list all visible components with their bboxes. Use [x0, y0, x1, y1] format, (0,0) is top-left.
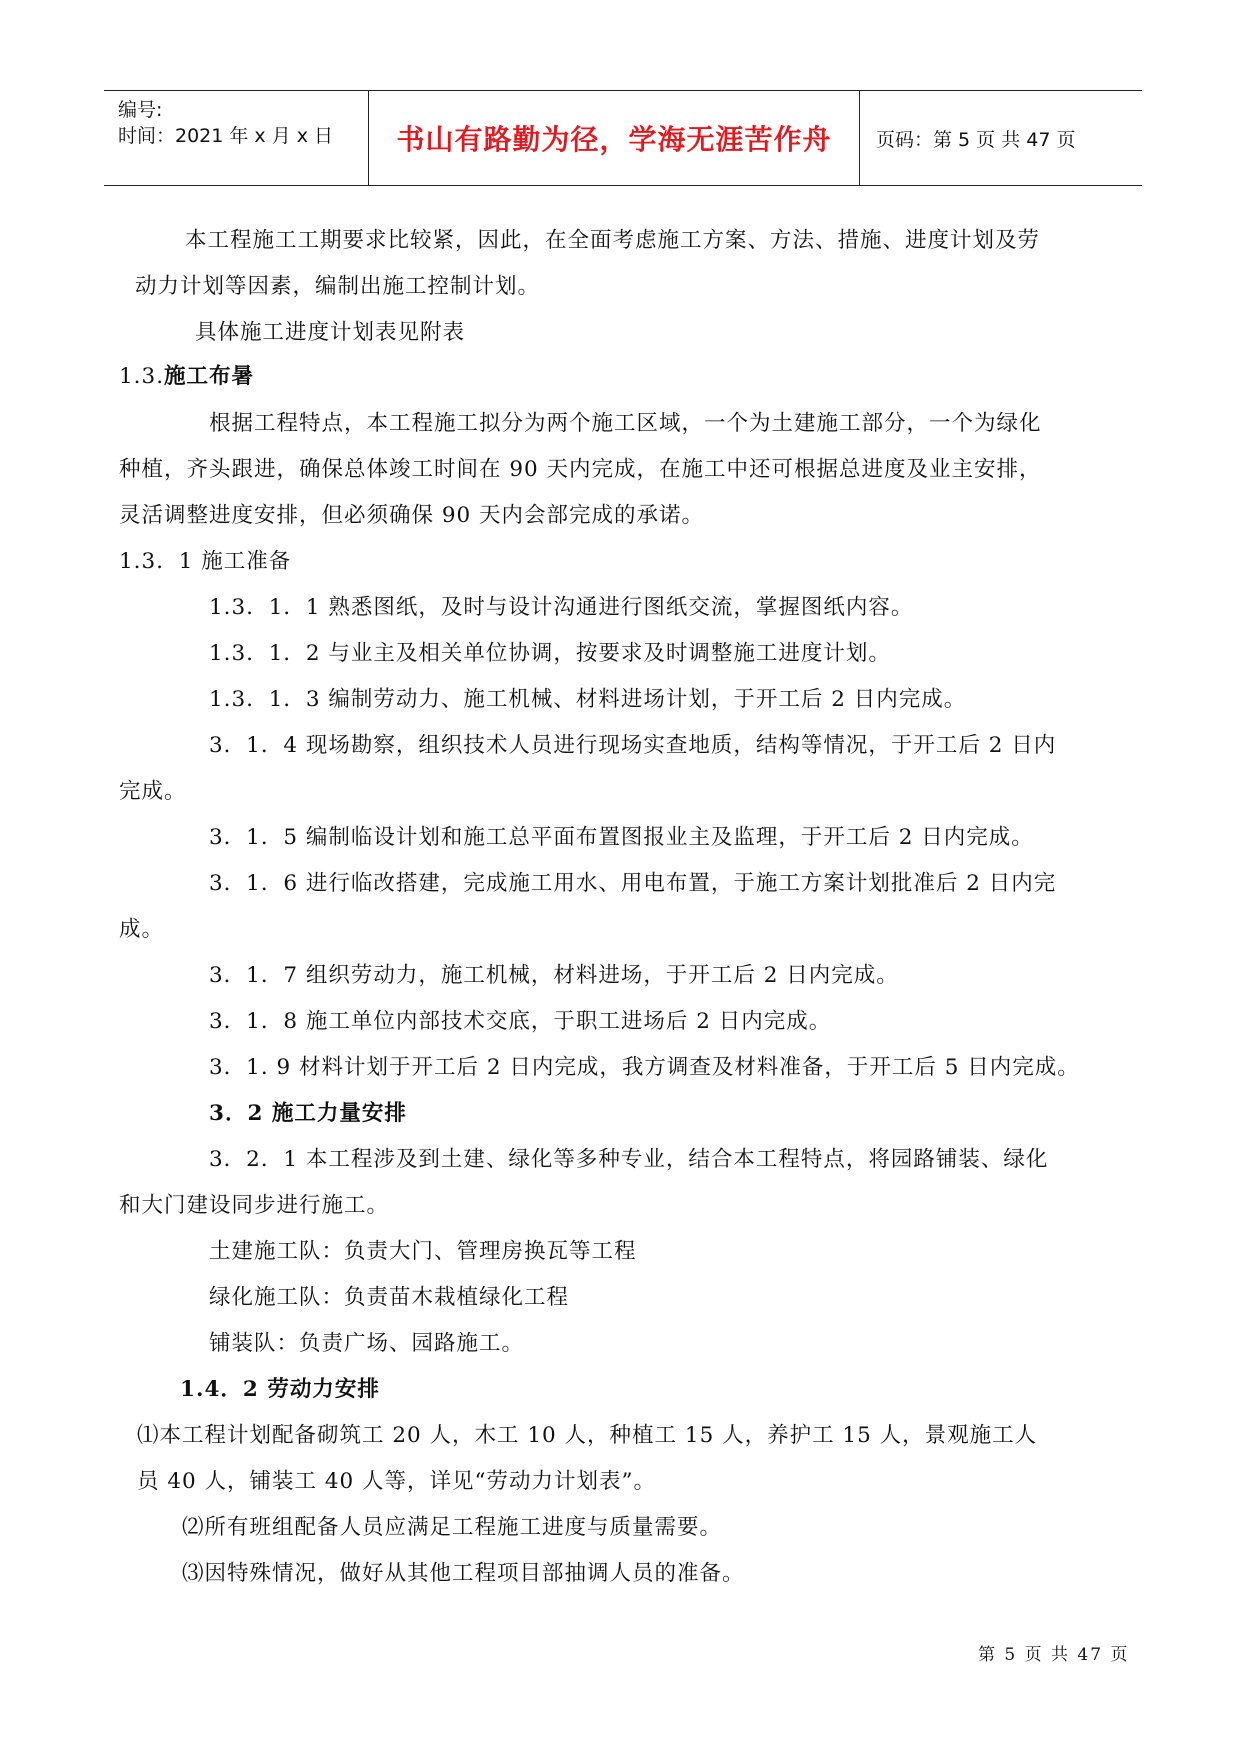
page-footer: 第 5 页 共 47 页: [978, 1645, 1130, 1665]
header-motto-cell: [368, 91, 860, 185]
section-number: 1.3.: [119, 364, 165, 389]
section-heading: 1.4．2 劳动力安排: [180, 1377, 380, 1402]
paragraph-line: 铺装队：负责广场、园路施工。: [209, 1331, 525, 1356]
list-item: ⑶因特殊情况，做好从其他工程项目部抽调人员的准备。: [182, 1561, 745, 1586]
list-item: 3．2．1 本工程涉及到土建、绿化等多种专业，结合本工程特点，将园路铺装、绿化: [209, 1147, 1049, 1172]
document-header: [104, 90, 1142, 186]
paragraph-line: 绿化施工队：负责苗木栽植绿化工程: [209, 1285, 570, 1310]
section-heading: [119, 364, 254, 390]
paragraph-line: 根据工程特点，本工程施工拟分为两个施工区域，一个为土建施工部分，一个为绿化: [209, 411, 1042, 436]
list-item: 1.3．1．1 熟悉图纸，及时与设计沟通进行图纸交流，掌握图纸内容。: [209, 595, 914, 620]
paragraph-line: 完成。: [119, 779, 187, 804]
section-title: 施工布暑: [164, 364, 255, 389]
header-motto: 书山有路勤为径，学海无涯苦作舟: [396, 123, 832, 156]
paragraph-line: 员 40 人，铺装工 40 人等，详见“劳动力计划表”。: [137, 1469, 657, 1494]
list-item: 3．1．4 现场勘察，组织技术人员进行现场实查地质，结构等情况，于开工后 2 日内: [209, 733, 1057, 758]
paragraph-line: 动力计划等因素，编制出施工控制计划。: [135, 274, 541, 299]
paragraph-line: 土建施工队：负责大门、管理房换瓦等工程: [209, 1239, 637, 1264]
header-meta-cell: [104, 91, 368, 185]
document-number-label: 编号:: [118, 99, 163, 121]
paragraph-line: 本工程施工工期要求比较紧，因此，在全面考虑施工方案、方法、措施、进度计划及劳: [185, 228, 1041, 253]
list-item: 3．1．6 进行临改搭建，完成施工用水、用电布置，于施工方案计划批准后 2 日内完: [209, 871, 1057, 896]
list-item: 1.3．1．2 与业主及相关单位协调，按要求及时调整施工进度计划。: [209, 641, 891, 666]
paragraph-line: 灵活调整进度安排，但必须确保 90 天内会部完成的承诺。: [119, 503, 705, 528]
header-page-info: 页码：第 5 页 共 47 页: [876, 128, 1076, 151]
list-item: ⑴本工程计划配备砌筑工 20 人，木工 10 人，种植工 15 人，养护工 15 人，景观施工人: [137, 1423, 1038, 1448]
paragraph-line: 种植，齐头跟进，确保总体竣工时间在 90 天内完成，在施工中还可根据总进度及业主安排，: [119, 457, 1042, 482]
paragraph-line: 成。: [119, 917, 165, 942]
section-heading: 3．2 施工力量安排: [209, 1101, 407, 1126]
list-item: 3．1. 9 材料计划于开工后 2 日内完成，我方调查及材料准备，于开工后 5 日内完成。: [209, 1055, 1080, 1080]
document-time-label: 时间：2021 年 x 月 x 日: [118, 125, 334, 147]
paragraph-line: 具体施工进度计划表见附表: [195, 320, 466, 345]
subsection-heading: 1.3．1 施工准备: [119, 549, 292, 574]
header-page-cell: [860, 91, 1142, 185]
list-item: ⑵所有班组配备人员应满足工程施工进度与质量需要。: [182, 1515, 723, 1540]
paragraph-line: 和大门建设同步进行施工。: [119, 1193, 390, 1218]
list-item: 3．1．5 编制临设计划和施工总平面布置图报业主及监理，于开工后 2 日内完成。: [209, 825, 1034, 850]
list-item: 1.3．1．3 编制劳动力、施工机械、材料进场计划，于开工后 2 日内完成。: [209, 687, 967, 712]
list-item: 3．1．8 施工单位内部技术交底，于职工进场后 2 日内完成。: [209, 1009, 832, 1034]
list-item: 3．1．7 组织劳动力，施工机械，材料进场，于开工后 2 日内完成。: [209, 963, 899, 988]
